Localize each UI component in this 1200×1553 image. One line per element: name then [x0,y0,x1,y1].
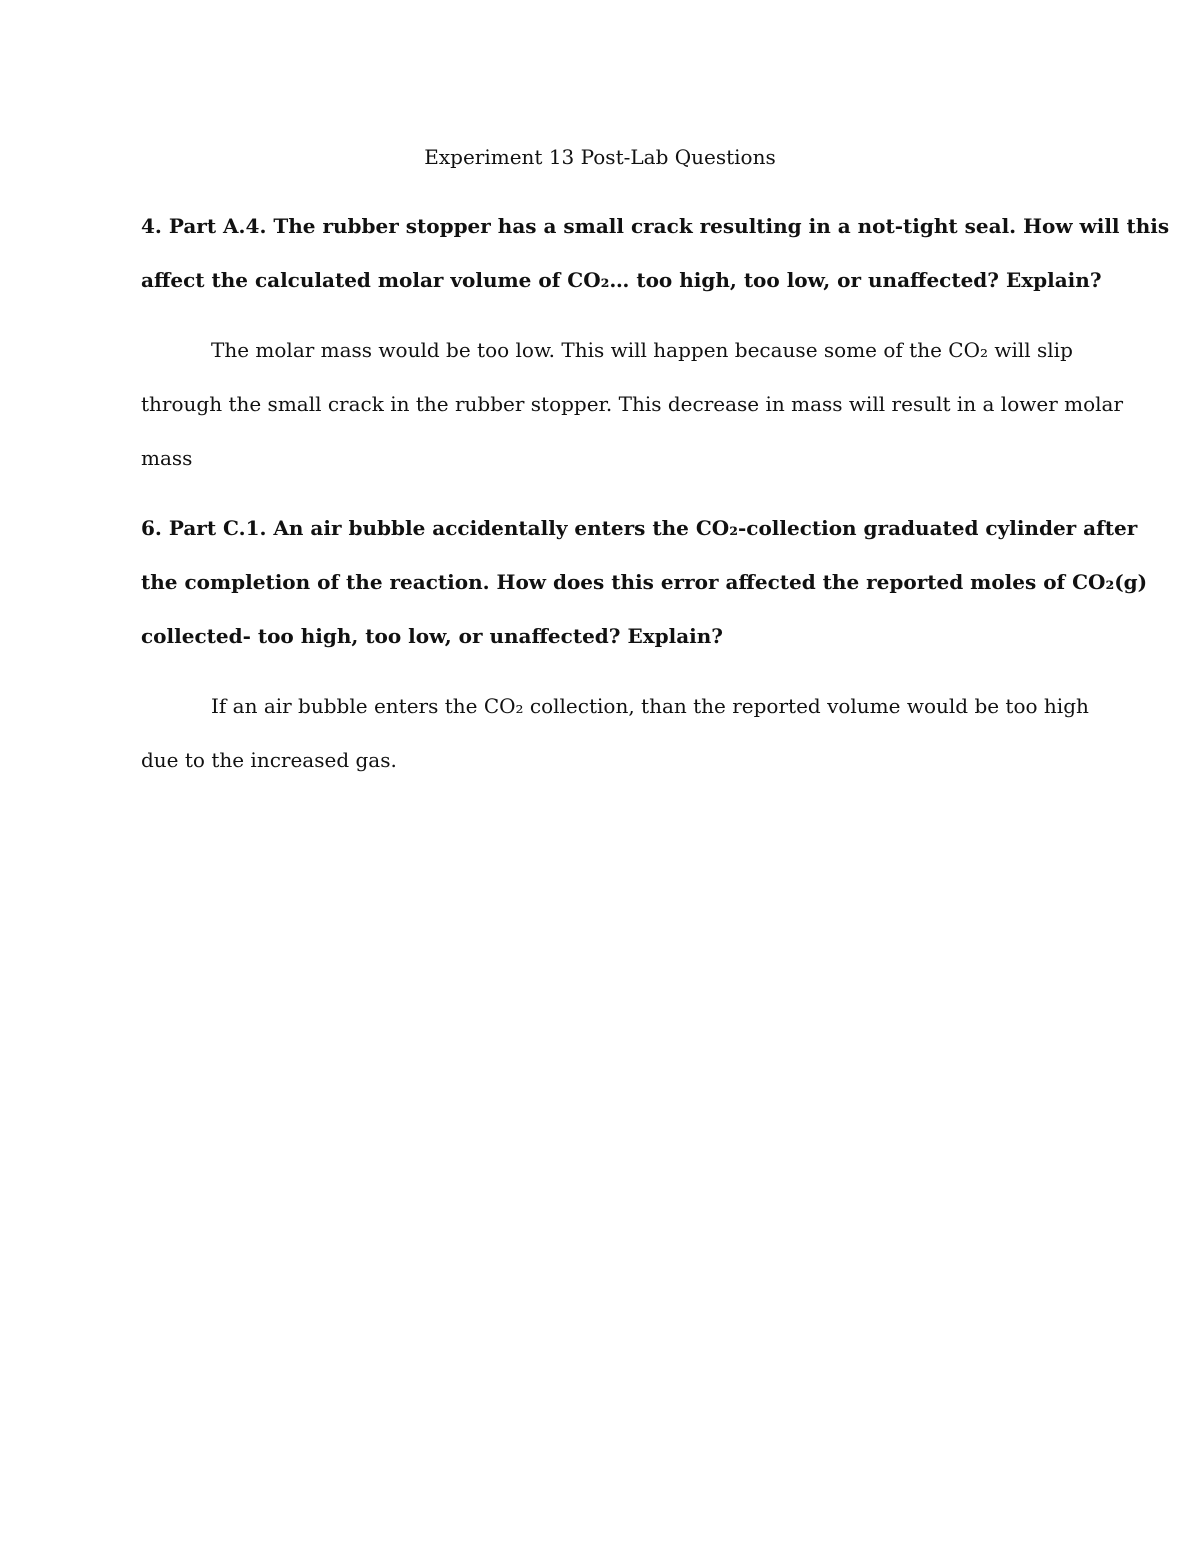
question-4-line-2: affect the calculated molar volume of CO₂… too high, too low, or unaffected? Explain? [141,268,1102,292]
question-6-line-2: the completion of the reaction. How does this error affected the reported moles of CO₂(g) [141,570,1148,594]
answer-6-line-2: due to the increased gas. [141,748,397,772]
question-6-line-3: collected- too high, too low, or unaffected? Explain? [141,624,724,648]
answer-4-line-2: through the small crack in the rubber stopper. This decrease in mass will result in a lower molar [141,392,1124,416]
answer-4-line-3: mass [141,446,193,470]
document-title: Experiment 13 Post-Lab Questions [424,145,776,169]
answer-4-line-1: The molar mass would be too low. This will happen because some of the CO₂ will slip [211,338,1073,362]
answer-6-line-1: If an air bubble enters the CO₂ collection, than the reported volume would be too high [211,694,1089,718]
question-6-line-1: 6. Part C.1. An air bubble accidentally enters the CO₂-collection graduated cylinder after [141,516,1138,540]
question-4-line-1: 4. Part A.4. The rubber stopper has a small crack resulting in a not-tight seal. How will this [141,214,1170,238]
